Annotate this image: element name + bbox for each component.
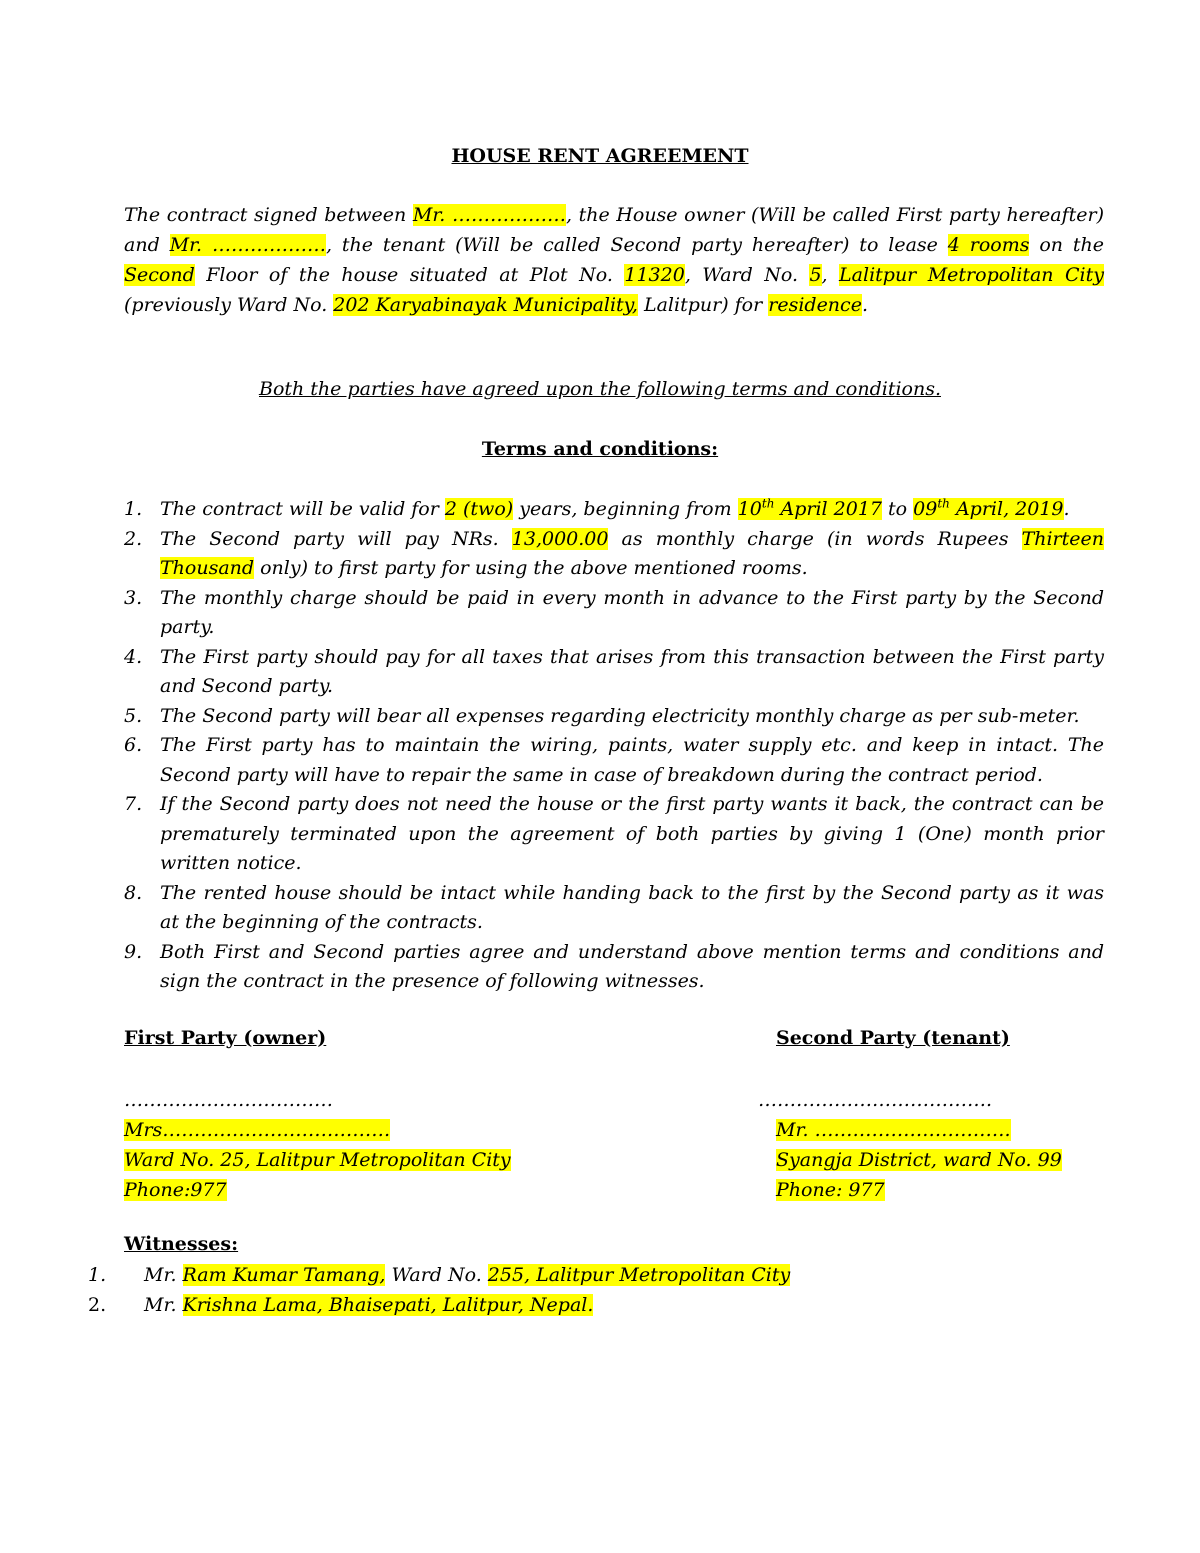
- term-item: [124, 879, 1104, 938]
- city-name: Lalitpur Metropolitan City: [839, 264, 1104, 286]
- signature-line: ……………………………: [124, 1089, 333, 1111]
- terms-heading: Terms and conditions:: [481, 438, 719, 460]
- term-text: as monthly charge (in words Rupees: [608, 527, 1022, 550]
- floor-name: Second: [124, 264, 195, 286]
- term-text: only) to first party for using the above mentioned rooms.: [254, 557, 808, 579]
- term-text: Both First and Second parties agree and understand above mention terms and conditions and sign the contract in the presence of following witnesses.: [160, 940, 1104, 992]
- second-party-heading: Second Party (tenant): [776, 1027, 1010, 1049]
- plot-number: 11320: [624, 264, 685, 286]
- term-item: [124, 938, 1104, 997]
- intro-text: Floor of the house situated at Plot No.: [194, 264, 625, 286]
- intro-text: ,: [821, 264, 840, 286]
- previous-ward: 202 Karyabinayak Municipality,: [333, 294, 638, 316]
- owner-address: Ward No. 25, Lalitpur Metropolitan City: [124, 1149, 511, 1171]
- first-party-signature-block: [124, 1085, 511, 1205]
- term-text: The First party has to maintain the wiring, paints, water supply etc. and keep in intact. The Second party will have to repair the same in case of breakdown during the contract period.: [160, 734, 1104, 786]
- contract-duration: 2 (two): [444, 498, 514, 520]
- terms-list: [124, 495, 1104, 997]
- start-day-suffix: th: [761, 496, 775, 511]
- term-text: The contract will be valid for: [160, 498, 445, 520]
- agreement-statement: Both the parties have agreed upon the following terms and conditions.: [258, 378, 941, 400]
- ward-number: 5: [809, 264, 822, 286]
- term-text: If the Second party does not need the house or the first party wants it back, the contract can be prematurely terminated upon the agreement of both parties by giving 1 (One) month prior written notice.: [160, 793, 1104, 874]
- term-number: 7.: [124, 793, 143, 815]
- witness-item: [88, 1260, 790, 1290]
- term-number: 9.: [124, 940, 143, 963]
- term-number: 2.: [124, 527, 143, 550]
- term-item: [124, 584, 1104, 643]
- start-day: 10: [737, 498, 762, 520]
- witness-text: Mr.: [144, 1264, 183, 1286]
- term-text: The First party should pay for all taxes that arises from this transaction between the First party and Second party.: [160, 645, 1104, 697]
- tenant-details: [758, 1149, 1062, 1171]
- end-day: 09: [913, 498, 938, 520]
- term-text: to: [882, 498, 914, 520]
- witness-text: Mr.: [144, 1294, 183, 1316]
- lease-purpose: residence: [768, 294, 862, 316]
- term-text: The Second party will bear all expenses regarding electricity monthly charge as per sub-meter.: [160, 704, 1080, 727]
- term-number: 1.: [124, 498, 143, 520]
- witnesses-list: [88, 1260, 790, 1320]
- start-month-year: April 2017: [774, 498, 882, 520]
- tenant-details: [758, 1119, 1011, 1141]
- term-item: [124, 525, 1104, 584]
- witnesses-heading: Witnesses:: [124, 1233, 239, 1255]
- term-number: 3.: [124, 586, 143, 609]
- end-month-year: April, 2019: [949, 498, 1064, 520]
- tenant-details: [758, 1179, 885, 1201]
- first-party-heading: First Party (owner): [124, 1027, 327, 1049]
- tenant-address: Syangja District, ward No. 99: [776, 1149, 1062, 1171]
- term-number: 5.: [124, 704, 143, 727]
- intro-text: , Ward No.: [684, 264, 810, 286]
- end-day-suffix: th: [937, 496, 950, 511]
- rooms-count: 4 rooms: [947, 234, 1030, 256]
- owner-name: Mrs………………………………: [124, 1119, 391, 1141]
- tenant-phone: Phone: 977: [776, 1179, 885, 1201]
- rent-amount-words: Thirteen Thousand: [160, 527, 1104, 579]
- term-item: [124, 790, 1104, 879]
- term-item: [124, 495, 1104, 525]
- intro-text: , the tenant (Will be called Second party hereafter) to lease: [325, 234, 948, 256]
- intro-text: Lalitpur) for: [637, 294, 769, 316]
- witness-name: Ram Kumar Tamang,: [182, 1264, 386, 1286]
- term-number: 6.: [124, 734, 143, 756]
- document-title: HOUSE RENT AGREEMENT: [451, 145, 749, 167]
- intro-paragraph: [124, 200, 1104, 320]
- monthly-rent-amount: 13,000.00: [511, 527, 609, 550]
- term-item: [124, 643, 1104, 702]
- term-text: The monthly charge should be paid in every month in advance to the First party by the Second party.: [160, 586, 1104, 638]
- witness-number: 2.: [88, 1294, 107, 1316]
- start-date: [738, 498, 882, 520]
- intro-text: on the: [1029, 234, 1105, 256]
- end-date: [913, 498, 1063, 520]
- intro-text: .: [861, 294, 868, 316]
- intro-text: (previously Ward No.: [124, 294, 334, 316]
- intro-text: The contract signed between: [124, 204, 413, 226]
- term-text: The rented house should be intact while handing back to the first by the Second party as it was at the beginning of the contracts.: [160, 881, 1104, 933]
- signature-line: ……………………………….: [758, 1089, 993, 1111]
- term-item: [124, 731, 1104, 790]
- term-item: [124, 702, 1104, 732]
- witness-address: 255, Lalitpur Metropolitan City: [487, 1264, 791, 1286]
- tenant-name: Mr. ………………………….: [776, 1119, 1011, 1141]
- term-text: years, beginning from: [513, 498, 738, 520]
- second-party-signature-block: [758, 1085, 1062, 1205]
- term-text: .: [1063, 498, 1070, 520]
- witness-item: [88, 1290, 790, 1320]
- term-number: 8.: [124, 881, 143, 904]
- term-text: The Second party will pay NRs.: [160, 527, 512, 550]
- witness-number: 1.: [88, 1264, 107, 1286]
- witness-name: Krishna Lama, Bhaisepati, Lalitpur, Nepal.: [182, 1294, 594, 1316]
- witness-text: Ward No.: [385, 1264, 488, 1286]
- owner-phone: Phone:977: [124, 1179, 227, 1201]
- tenant-name-blank: Mr. ………………: [169, 234, 326, 256]
- intro-text: , the House owner (Will be called First party hereafter) and: [124, 204, 1104, 256]
- owner-name-blank: Mr. ………………: [412, 204, 566, 226]
- term-number: 4.: [124, 645, 143, 668]
